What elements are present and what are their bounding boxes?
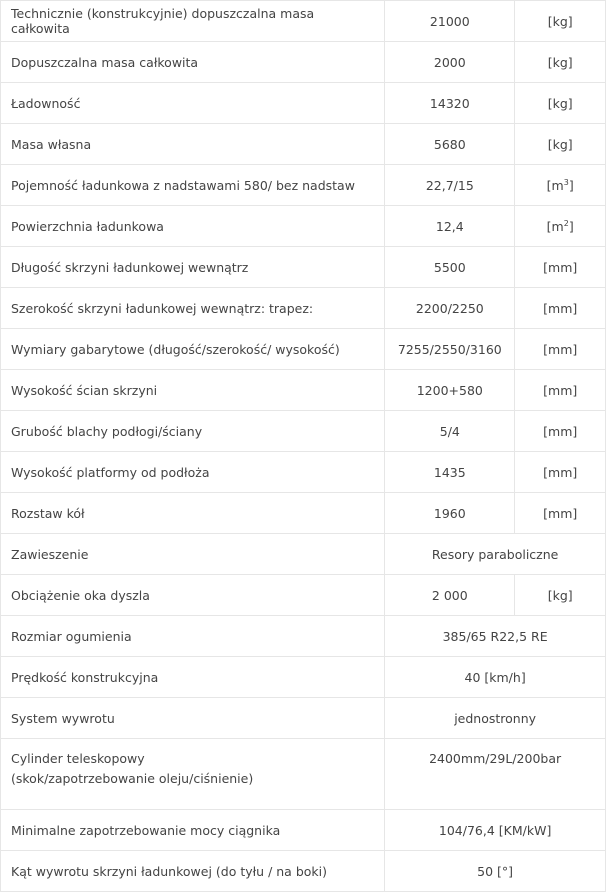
- row-unit: [mm]: [515, 452, 606, 493]
- row-value: 12,4: [385, 206, 515, 247]
- row-value: 21000: [385, 1, 515, 42]
- row-label: Obciążenie oka dyszla: [1, 575, 385, 616]
- unit-base: [m: [546, 177, 564, 193]
- row-value: 14320: [385, 83, 515, 124]
- table-row: [1, 370, 606, 411]
- row-label: Wymiary gabarytowe (długość/szerokość/ wysokość): [1, 329, 385, 370]
- table-row: [1, 493, 606, 534]
- row-label: Powierzchnia ładunkowa: [1, 206, 385, 247]
- table-row: [1, 165, 606, 206]
- row-label: Długość skrzyni ładunkowej wewnątrz: [1, 247, 385, 288]
- table-row: [1, 42, 606, 83]
- row-unit: [mm]: [515, 411, 606, 452]
- row-unit: [mm]: [515, 247, 606, 288]
- unit-end: ]: [568, 177, 574, 193]
- row-value: 5500: [385, 247, 515, 288]
- row-label-line: (skok/zapotrzebowanie oleju/ciśnienie): [11, 771, 254, 786]
- table-row: [1, 288, 606, 329]
- row-unit: [515, 165, 606, 206]
- row-label-line: Cylinder teleskopowy: [11, 751, 145, 766]
- row-value: 1960: [385, 493, 515, 534]
- row-unit: [mm]: [515, 329, 606, 370]
- table-row: [1, 575, 606, 616]
- table-row: [1, 329, 606, 370]
- row-unit: [515, 206, 606, 247]
- row-value: 5680: [385, 124, 515, 165]
- row-label: Wysokość ścian skrzyni: [1, 370, 385, 411]
- row-label: Rozmiar ogumienia: [1, 616, 385, 657]
- table-row: [1, 698, 606, 739]
- row-label: Zawieszenie: [1, 534, 385, 575]
- row-label: Minimalne zapotrzebowanie mocy ciągnika: [1, 810, 385, 851]
- row-label: Rozstaw kół: [1, 493, 385, 534]
- unit-end: ]: [568, 218, 574, 234]
- table-row: [1, 206, 606, 247]
- table-row: [1, 247, 606, 288]
- row-label: Pojemność ładunkowa z nadstawami 580/ bez nadstaw: [1, 165, 385, 206]
- row-merged-value: 385/65 R22,5 RE: [385, 616, 606, 657]
- table-row: [1, 452, 606, 493]
- unit-superscript: 2: [563, 218, 569, 228]
- row-value: 7255/2550/3160: [385, 329, 515, 370]
- row-unit: [mm]: [515, 493, 606, 534]
- row-label: Wysokość platformy od podłoża: [1, 452, 385, 493]
- row-label: Grubość blachy podłogi/ściany: [1, 411, 385, 452]
- table-row: [1, 411, 606, 452]
- table-row: [1, 851, 606, 892]
- row-label: Szerokość skrzyni ładunkowej wewnątrz: trapez:: [1, 288, 385, 329]
- table-row: [1, 810, 606, 851]
- row-merged-value: 2400mm/29L/200bar: [385, 739, 606, 810]
- row-value: 2 000: [385, 575, 515, 616]
- row-merged-value: Resory paraboliczne: [385, 534, 606, 575]
- table-row: [1, 83, 606, 124]
- row-value: 2200/2250: [385, 288, 515, 329]
- row-unit: [kg]: [515, 1, 606, 42]
- row-unit: [kg]: [515, 42, 606, 83]
- row-unit: [mm]: [515, 370, 606, 411]
- row-label: Kąt wywrotu skrzyni ładunkowej (do tyłu / na boki): [1, 851, 385, 892]
- row-merged-value: 50 [°]: [385, 851, 606, 892]
- row-unit: [mm]: [515, 288, 606, 329]
- row-value: 1435: [385, 452, 515, 493]
- table-row: [1, 739, 606, 810]
- table-row: [1, 124, 606, 165]
- row-label: Ładowność: [1, 83, 385, 124]
- unit-base: [m: [546, 218, 564, 234]
- row-label: Prędkość konstrukcyjna: [1, 657, 385, 698]
- row-unit: [kg]: [515, 83, 606, 124]
- table-row: [1, 657, 606, 698]
- row-label: [1, 739, 385, 810]
- table-row: [1, 1, 606, 42]
- row-value: 5/4: [385, 411, 515, 452]
- row-unit: [kg]: [515, 124, 606, 165]
- row-merged-value: 40 [km/h]: [385, 657, 606, 698]
- row-label: Technicznie (konstrukcyjnie) dopuszczalna masa całkowita: [1, 1, 385, 42]
- row-merged-value: 104/76,4 [KM/kW]: [385, 810, 606, 851]
- row-merged-value: jednostronny: [385, 698, 606, 739]
- row-value: 2000: [385, 42, 515, 83]
- row-value: 22,7/15: [385, 165, 515, 206]
- table-row: [1, 616, 606, 657]
- row-value: 1200+580: [385, 370, 515, 411]
- row-unit: [kg]: [515, 575, 606, 616]
- table-row: [1, 534, 606, 575]
- row-label: System wywrotu: [1, 698, 385, 739]
- unit-superscript: 3: [563, 177, 569, 187]
- row-label: Masa własna: [1, 124, 385, 165]
- row-label: Dopuszczalna masa całkowita: [1, 42, 385, 83]
